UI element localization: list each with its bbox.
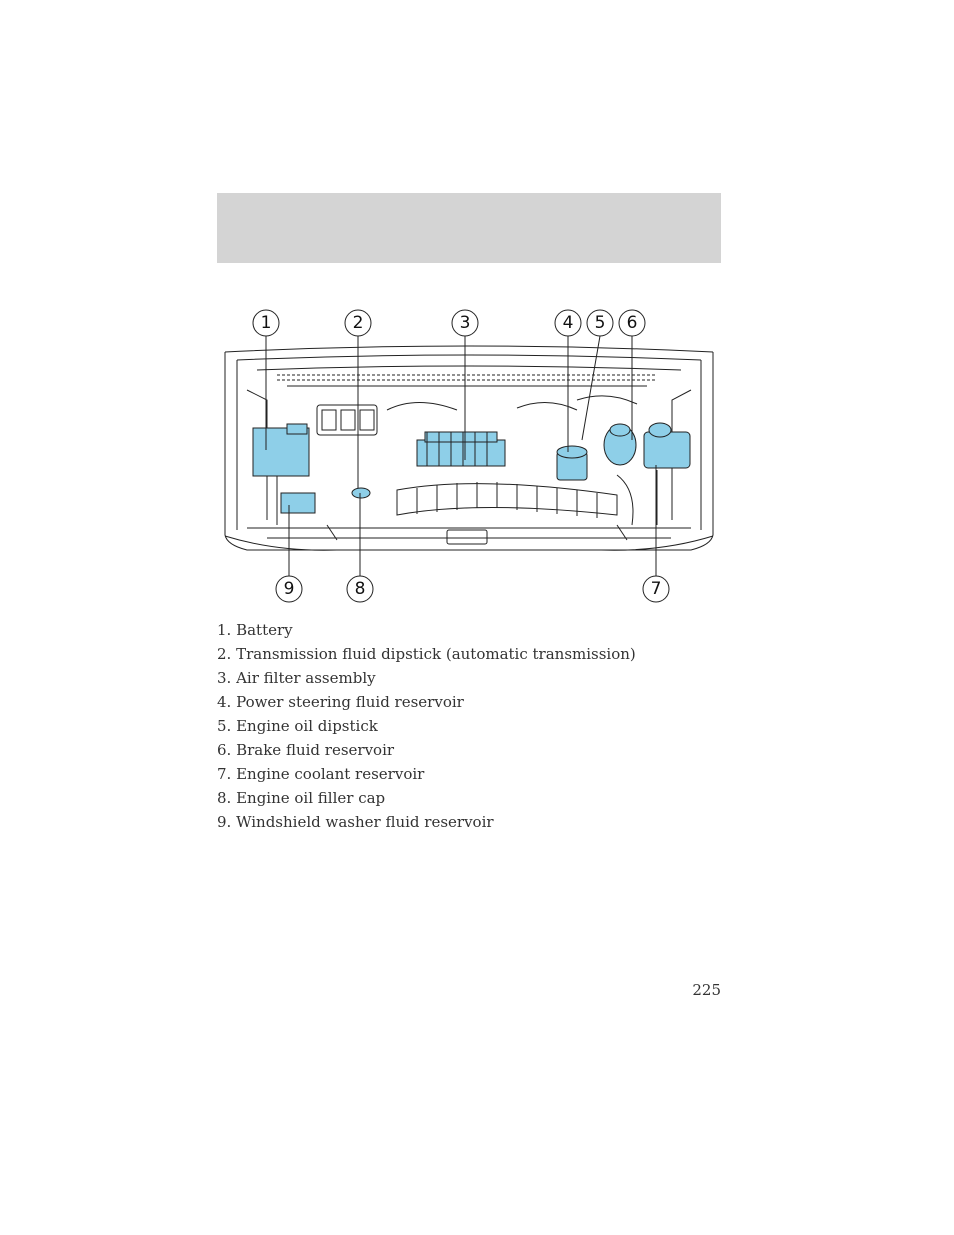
coolant-reservoir-shape bbox=[644, 432, 690, 468]
section-header-band bbox=[217, 193, 721, 263]
callout-number-8: 8 bbox=[354, 579, 366, 599]
washer-reservoir-shape bbox=[281, 493, 315, 513]
callout-number-4: 4 bbox=[562, 313, 574, 333]
component-legend bbox=[217, 618, 721, 834]
battery-shape bbox=[253, 428, 309, 476]
oil-filler-cap-shape bbox=[352, 488, 370, 498]
callout-number-1: 1 bbox=[260, 313, 272, 333]
callout-number-2: 2 bbox=[352, 313, 364, 333]
legend-item: 1. Battery bbox=[217, 621, 293, 639]
legend-item: 5. Engine oil dipstick bbox=[217, 717, 378, 735]
legend-item: 9. Windshield washer fluid reservoir bbox=[217, 813, 494, 831]
callout-number-3: 3 bbox=[459, 313, 471, 333]
legend-item: 3. Air filter assembly bbox=[217, 669, 376, 687]
callout-number-9: 9 bbox=[283, 579, 295, 599]
page-number: 225 bbox=[692, 981, 721, 999]
engine-compartment-diagram bbox=[217, 300, 721, 610]
callout-number-5: 5 bbox=[594, 313, 606, 333]
legend-item: 8. Engine oil filler cap bbox=[217, 789, 386, 807]
legend-item: 4. Power steering fluid reservoir bbox=[217, 693, 464, 711]
callout-number-7: 7 bbox=[650, 579, 662, 599]
air-filter-shape bbox=[417, 440, 505, 466]
legend-item: 6. Brake fluid reservoir bbox=[217, 741, 395, 759]
legend-item: 7. Engine coolant reservoir bbox=[217, 765, 425, 783]
legend-item: 2. Transmission fluid dipstick (automatic transmission) bbox=[217, 645, 636, 663]
callout-number-6: 6 bbox=[626, 313, 638, 333]
highlighted-components bbox=[253, 423, 690, 513]
